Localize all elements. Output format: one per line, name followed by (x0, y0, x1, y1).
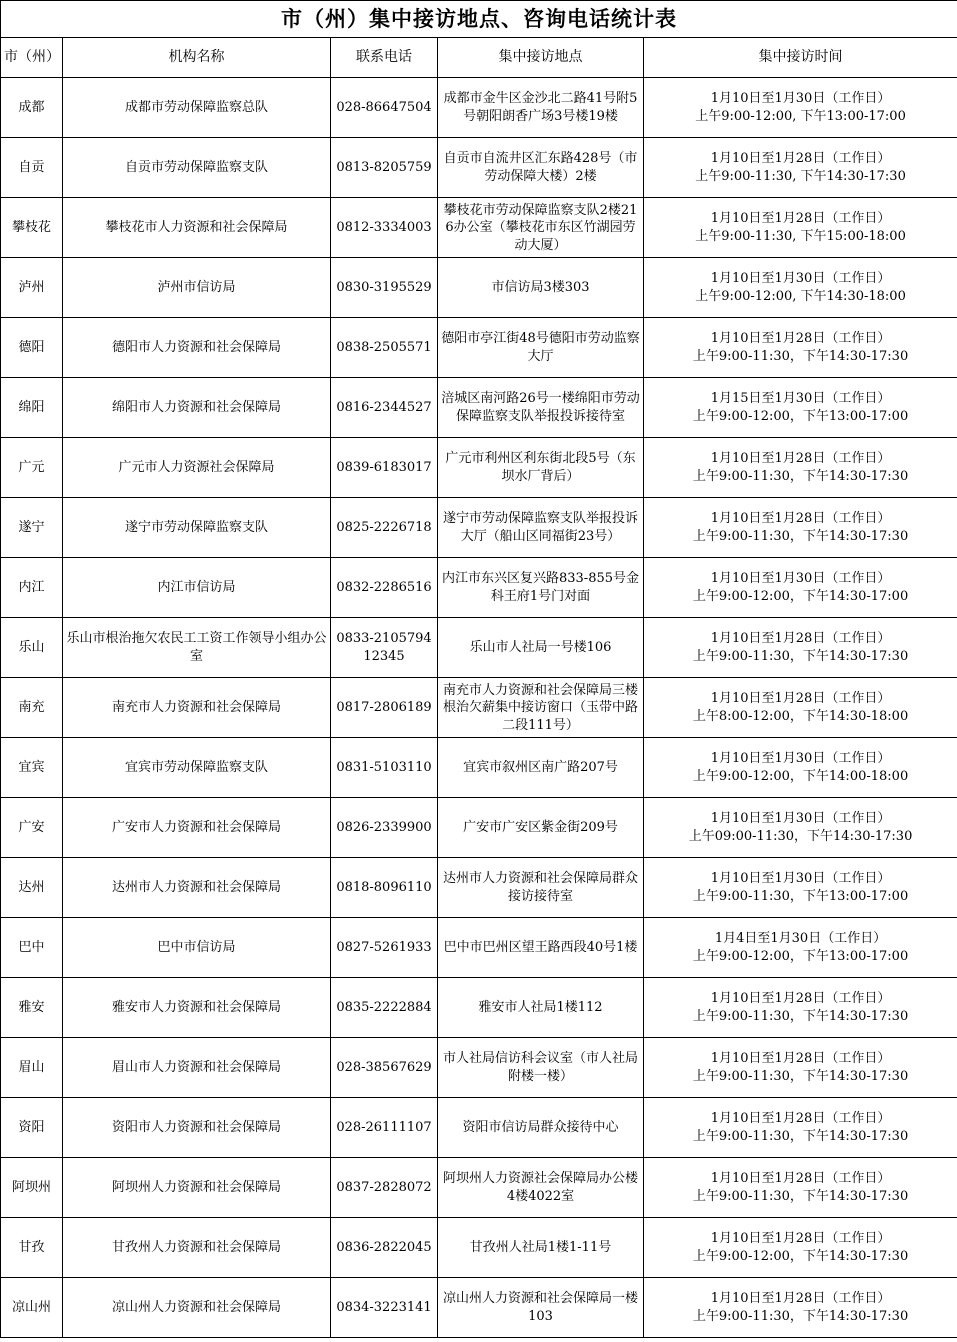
cell-city: 凉山州 (1, 1278, 63, 1338)
cell-org-name: 德阳市人力资源和社会保障局 (63, 318, 331, 378)
cell-org-name: 攀枝花市人力资源和社会保障局 (63, 198, 331, 258)
cell-phone: 0834-3223141 (331, 1278, 438, 1338)
cell-org-name: 乐山市根治拖欠农民工工资工作领导小组办公室 (63, 618, 331, 678)
time-hours: 上午9:00-11:30，下午14:30-17:30 (692, 1128, 909, 1144)
table-header-row (1, 38, 957, 78)
time-hours: 上午9:00-11:30，下午14:30-17:30 (692, 468, 909, 484)
cell-reception-address: 成都市金牛区金沙北二路41号附5号朝阳朗香广场3号楼19楼 (438, 78, 644, 138)
table-row (1, 498, 957, 558)
cell-reception-time (644, 678, 957, 738)
time-hours: 上午9:00-12:00，下午13:00-17:00 (692, 408, 909, 424)
time-hours: 上午9:00-12:00, 下午13:00-17:00 (695, 108, 906, 124)
header-address: 集中接访地点 (438, 38, 644, 78)
time-date-range: 1月10日至1月28日（工作日） (710, 1171, 891, 1187)
cell-city: 眉山 (1, 1038, 63, 1098)
cell-reception-time (644, 138, 957, 198)
table-row (1, 858, 957, 918)
time-hours: 上午9:00-11:30，下午14:30-17:30 (692, 348, 909, 364)
cell-org-name: 成都市劳动保障监察总队 (63, 78, 331, 138)
cell-city: 南充 (1, 678, 63, 738)
header-time: 集中接访时间 (644, 38, 957, 78)
cell-phone: 0817-2806189 (331, 678, 438, 738)
time-date-range: 1月10日至1月28日（工作日） (710, 631, 891, 647)
time-hours: 上午9:00-11:30，下午14:30-17:30 (692, 1308, 909, 1324)
cell-reception-address: 内江市东兴区复兴路833-855号金科王府1号门对面 (438, 558, 644, 618)
time-hours: 上午9:00-12:00，下午14:30-17:30 (692, 1248, 909, 1264)
time-date-range: 1月10日至1月28日（工作日） (710, 451, 891, 467)
time-date-range: 1月10日至1月28日（工作日） (710, 151, 891, 167)
cell-reception-time (644, 1158, 957, 1218)
cell-city: 遂宁 (1, 498, 63, 558)
cell-org-name: 宜宾市劳动保障监察支队 (63, 738, 331, 798)
table-row (1, 978, 957, 1038)
cell-org-name: 广安市人力资源和社会保障局 (63, 798, 331, 858)
cell-reception-address: 乐山市人社局一号楼106 (438, 618, 644, 678)
cell-reception-address: 德阳市亭江街48号德阳市劳动监察大厅 (438, 318, 644, 378)
cell-phone: 0832-2286516 (331, 558, 438, 618)
cell-org-name: 巴中市信访局 (63, 918, 331, 978)
cell-reception-time (644, 258, 957, 318)
header-phone: 联系电话 (331, 38, 438, 78)
cell-reception-address: 遂宁市劳动保障监察支队举报投诉大厅（船山区同福街23号） (438, 498, 644, 558)
table-row (1, 798, 957, 858)
table-row (1, 318, 957, 378)
cell-reception-address: 涪城区南河路26号一楼绵阳市劳动保障监察支队举报投诉接待室 (438, 378, 644, 438)
cell-phone: 0833-2105794 12345 (331, 618, 438, 678)
time-date-range: 1月10日至1月30日（工作日） (710, 271, 891, 287)
cell-phone: 0818-8096110 (331, 858, 438, 918)
cell-reception-address: 市人社局信访科会议室（市人社局附楼一楼） (438, 1038, 644, 1098)
time-hours: 上午9:00-11:30, 下午14:30-17:30 (695, 168, 906, 184)
cell-reception-time (644, 798, 957, 858)
cell-phone: 0835-2222884 (331, 978, 438, 1038)
cell-phone: 0825-2226718 (331, 498, 438, 558)
table-row (1, 1098, 957, 1158)
time-hours: 上午9:00-11:30, 下午15:00-18:00 (695, 228, 906, 244)
time-date-range: 1月10日至1月30日（工作日） (710, 811, 891, 827)
table-row (1, 618, 957, 678)
cell-phone: 0831-5103110 (331, 738, 438, 798)
time-hours: 上午09:00-11:30，下午14:30-17:30 (688, 828, 913, 844)
cell-phone: 0816-2344527 (331, 378, 438, 438)
cell-reception-address: 宜宾市叙州区南广路207号 (438, 738, 644, 798)
cell-city: 达州 (1, 858, 63, 918)
cell-phone: 0827-5261933 (331, 918, 438, 978)
cell-phone: 0837-2828072 (331, 1158, 438, 1218)
cell-reception-time (644, 498, 957, 558)
cell-city: 绵阳 (1, 378, 63, 438)
time-hours: 上午9:00-11:30，下午14:30-17:30 (692, 1188, 909, 1204)
cell-reception-time (644, 1098, 957, 1158)
cell-phone: 0812-3334003 (331, 198, 438, 258)
time-hours: 上午8:00-12:00，下午14:30-18:00 (692, 708, 909, 724)
cell-org-name: 自贡市劳动保障监察支队 (63, 138, 331, 198)
cell-reception-time (644, 1038, 957, 1098)
time-date-range: 1月10日至1月28日（工作日） (710, 991, 891, 1007)
table-row (1, 918, 957, 978)
time-date-range: 1月10日至1月28日（工作日） (710, 1291, 891, 1307)
cell-reception-time (644, 378, 957, 438)
table-row (1, 258, 957, 318)
time-date-range: 1月10日至1月30日（工作日） (710, 871, 891, 887)
cell-phone: 0838-2505571 (331, 318, 438, 378)
cell-reception-time (644, 438, 957, 498)
cell-reception-time (644, 558, 957, 618)
time-date-range: 1月10日至1月28日（工作日） (710, 691, 891, 707)
cell-org-name: 达州市人力资源和社会保障局 (63, 858, 331, 918)
cell-reception-address: 广元市利州区利东街北段5号（东坝水厂背后） (438, 438, 644, 498)
cell-reception-address: 阿坝州人力资源社会保障局办公楼4楼4022室 (438, 1158, 644, 1218)
cell-city: 巴中 (1, 918, 63, 978)
cell-reception-time (644, 978, 957, 1038)
time-hours: 上午9:00-12:00，下午14:00-18:00 (692, 768, 909, 784)
cell-city: 攀枝花 (1, 198, 63, 258)
cell-reception-time (644, 738, 957, 798)
time-date-range: 1月4日至1月30日（工作日） (714, 931, 887, 947)
cell-reception-address: 甘孜州人社局1楼1-11号 (438, 1218, 644, 1278)
cell-reception-address: 广安市广安区紫金街209号 (438, 798, 644, 858)
title-row (1, 1, 957, 38)
cell-phone: 0830-3195529 (331, 258, 438, 318)
cell-org-name: 甘孜州人力资源和社会保障局 (63, 1218, 331, 1278)
cell-city: 德阳 (1, 318, 63, 378)
time-hours: 上午9:00-11:30，下午13:00-17:00 (692, 888, 909, 904)
cell-reception-time (644, 618, 957, 678)
cell-org-name: 资阳市人力资源和社会保障局 (63, 1098, 331, 1158)
table-row (1, 678, 957, 738)
cell-reception-time (644, 318, 957, 378)
time-hours: 上午9:00-12:00, 下午14:30-18:00 (695, 288, 906, 304)
time-date-range: 1月15日至1月30日（工作日） (710, 391, 891, 407)
cell-city: 成都 (1, 78, 63, 138)
time-hours: 上午9:00-11:30，下午14:30-17:30 (692, 648, 909, 664)
cell-org-name: 南充市人力资源和社会保障局 (63, 678, 331, 738)
cell-org-name: 泸州市信访局 (63, 258, 331, 318)
cell-phone: 0826-2339900 (331, 798, 438, 858)
cell-city: 自贡 (1, 138, 63, 198)
cell-reception-address: 资阳市信访局群众接待中心 (438, 1098, 644, 1158)
cell-reception-address: 市信访局3楼303 (438, 258, 644, 318)
time-date-range: 1月10日至1月28日（工作日） (710, 1111, 891, 1127)
cell-reception-address: 攀枝花市劳动保障监察支队2楼216办公室（攀枝花市东区竹湖园劳动大厦） (438, 198, 644, 258)
cell-city: 甘孜 (1, 1218, 63, 1278)
table-row (1, 738, 957, 798)
cell-city: 雅安 (1, 978, 63, 1038)
cell-org-name: 凉山州人力资源和社会保障局 (63, 1278, 331, 1338)
cell-city: 宜宾 (1, 738, 63, 798)
time-hours: 上午9:00-11:30，下午14:30-17:30 (692, 1068, 909, 1084)
table-row (1, 1278, 957, 1338)
table-row (1, 198, 957, 258)
cell-org-name: 广元市人力资源社会保障局 (63, 438, 331, 498)
cell-phone: 0839-6183017 (331, 438, 438, 498)
table-row (1, 438, 957, 498)
cell-phone: 028-26111107 (331, 1098, 438, 1158)
time-hours: 上午9:00-11:30，下午14:30-17:30 (692, 1008, 909, 1024)
time-date-range: 1月10日至1月28日（工作日） (710, 331, 891, 347)
cell-reception-time (644, 1278, 957, 1338)
cell-reception-address: 凉山州人力资源和社会保障局一楼103 (438, 1278, 644, 1338)
header-city: 市（州） (1, 38, 63, 78)
cell-reception-time (644, 918, 957, 978)
cell-org-name: 遂宁市劳动保障监察支队 (63, 498, 331, 558)
cell-org-name: 阿坝州人力资源和社会保障局 (63, 1158, 331, 1218)
table-row (1, 378, 957, 438)
table-row (1, 1038, 957, 1098)
cell-reception-address: 南充市人力资源和社会保障局三楼根治欠薪集中接访窗口（玉带中路二段111号） (438, 678, 644, 738)
page-title: 市（州）集中接访地点、咨询电话统计表 (1, 1, 957, 38)
time-date-range: 1月10日至1月28日（工作日） (710, 1231, 891, 1247)
cell-reception-address: 达州市人力资源和社会保障局群众接访接待室 (438, 858, 644, 918)
time-date-range: 1月10日至1月30日（工作日） (710, 751, 891, 767)
cell-reception-address: 雅安市人社局1楼112 (438, 978, 644, 1038)
cell-city: 资阳 (1, 1098, 63, 1158)
time-date-range: 1月10日至1月30日（工作日） (710, 91, 891, 107)
cell-city: 广安 (1, 798, 63, 858)
cell-org-name: 雅安市人力资源和社会保障局 (63, 978, 331, 1038)
cell-city: 广元 (1, 438, 63, 498)
cell-reception-time (644, 1218, 957, 1278)
time-date-range: 1月10日至1月28日（工作日） (710, 511, 891, 527)
cell-reception-time (644, 858, 957, 918)
cell-phone: 028-38567629 (331, 1038, 438, 1098)
cell-org-name: 内江市信访局 (63, 558, 331, 618)
cell-org-name: 眉山市人力资源和社会保障局 (63, 1038, 331, 1098)
time-date-range: 1月10日至1月28日（工作日） (710, 211, 891, 227)
time-date-range: 1月10日至1月30日（工作日） (710, 571, 891, 587)
table-row (1, 1218, 957, 1278)
cell-city: 阿坝州 (1, 1158, 63, 1218)
cell-reception-time (644, 198, 957, 258)
header-org: 机构名称 (63, 38, 331, 78)
time-hours: 上午9:00-12:00，下午13:00-17:00 (692, 948, 909, 964)
table-row (1, 558, 957, 618)
table-row (1, 78, 957, 138)
cell-reception-address: 自贡市自流井区汇东路428号（市劳动保障大楼）2楼 (438, 138, 644, 198)
cell-city: 乐山 (1, 618, 63, 678)
table-row (1, 138, 957, 198)
cell-phone: 028-86647504 (331, 78, 438, 138)
time-date-range: 1月10日至1月28日（工作日） (710, 1051, 891, 1067)
cell-org-name: 绵阳市人力资源和社会保障局 (63, 378, 331, 438)
cell-city: 泸州 (1, 258, 63, 318)
table-row (1, 1158, 957, 1218)
cell-reception-address: 巴中市巴州区望王路西段40号1楼 (438, 918, 644, 978)
cell-reception-time (644, 78, 957, 138)
time-hours: 上午9:00-11:30，下午14:30-17:30 (692, 528, 909, 544)
cell-phone: 0813-8205759 (331, 138, 438, 198)
cell-phone: 0836-2822045 (331, 1218, 438, 1278)
cell-city: 内江 (1, 558, 63, 618)
time-hours: 上午9:00-12:00，下午14:30-17:00 (692, 588, 909, 604)
